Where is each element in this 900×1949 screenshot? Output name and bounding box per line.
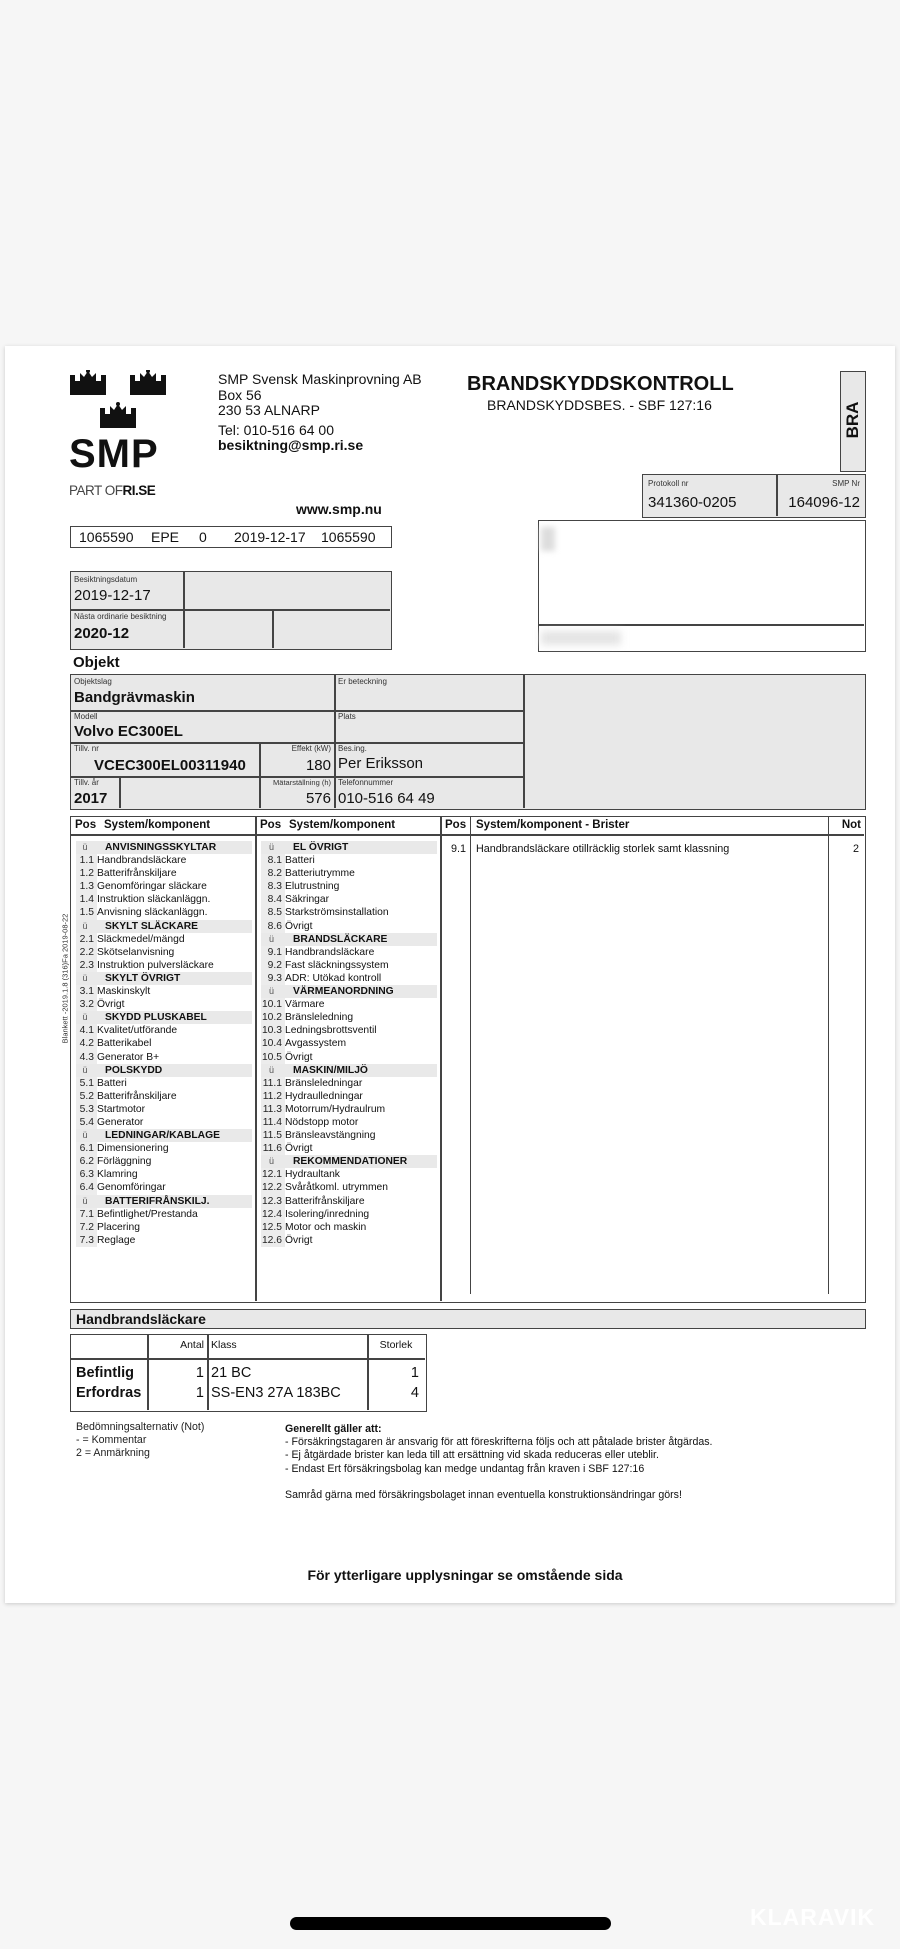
item-pos: 8.2 <box>261 867 285 880</box>
item-label: Anvisning släckanläggn. <box>97 906 252 919</box>
checklist-item <box>261 959 437 972</box>
checklist-item <box>261 1037 437 1050</box>
item-pos: 10.1 <box>261 998 285 1011</box>
checklist-item <box>76 906 252 919</box>
extinguisher-heading-bar <box>70 1309 866 1329</box>
home-indicator[interactable] <box>290 1917 611 1930</box>
item-label: Säkringar <box>285 893 437 906</box>
object-type-label: Objektslag <box>74 677 112 686</box>
checklist-item <box>261 1077 437 1090</box>
phone-label: Telefonnummer <box>338 778 394 787</box>
item-pos: 11.5 <box>261 1129 285 1142</box>
item-pos: 10.2 <box>261 1011 285 1024</box>
item-pos: 4.1 <box>76 1024 97 1037</box>
company-box: Box 56 <box>218 386 262 403</box>
check-mark-icon: ü <box>82 1064 88 1075</box>
defect-pos: 9.1 <box>450 843 466 855</box>
item-label: Värmare <box>285 998 437 1011</box>
company-email[interactable]: besiktning@smp.ri.se <box>218 437 364 453</box>
checklist-item <box>76 1234 252 1247</box>
protocol-box <box>642 474 866 518</box>
item-label: LEDNINGAR/KABLAGE <box>105 1130 220 1142</box>
item-label: Nödstopp motor <box>285 1116 437 1129</box>
item-pos: 11.2 <box>261 1090 285 1103</box>
col-system-2: System/komponent <box>289 819 396 831</box>
item-pos: 11.6 <box>261 1142 285 1155</box>
checklist-item <box>261 1168 437 1181</box>
item-label: Batterifrånskiljare <box>285 1195 437 1208</box>
item-label: Batterifrånskiljare <box>97 1090 252 1103</box>
next-inspection-label: Nästa ordinarie besiktning <box>74 612 167 621</box>
item-pos: 7.2 <box>76 1221 97 1234</box>
bra-side-tab: BRA <box>840 371 866 472</box>
checklist-item <box>76 1116 252 1129</box>
inspection-date-value: 2019-12-17 <box>74 587 151 604</box>
item-label: Dimensionering <box>97 1142 252 1155</box>
checklist-item <box>261 920 437 933</box>
item-label: MASKIN/MILJÖ <box>293 1064 368 1076</box>
hours-value: 576 <box>305 790 331 807</box>
check-mark-icon: ü <box>268 1156 274 1167</box>
item-pos: 12.5 <box>261 1221 285 1234</box>
item-label: Instruktion pulversläckare <box>97 959 252 972</box>
row-erfordras-label: Erfordras <box>76 1385 142 1401</box>
item-label: Övrigt <box>285 1234 437 1247</box>
checklist-item <box>76 1208 252 1221</box>
rise-tagline: PART OFRI.SE <box>69 483 156 498</box>
checklist-item <box>261 867 437 880</box>
checklist-item <box>261 906 437 919</box>
dates-box <box>70 571 392 650</box>
item-pos: 8.6 <box>261 920 285 933</box>
item-label: Klamring <box>97 1168 252 1181</box>
company-website[interactable]: www.smp.nu <box>296 501 382 517</box>
item-label: Svåråtkoml. utrymmen <box>285 1181 437 1194</box>
item-label: Motor och maskin <box>285 1221 437 1234</box>
item-pos: 6.2 <box>76 1155 97 1168</box>
checklist-item <box>261 1208 437 1221</box>
checklist-item <box>76 880 252 893</box>
checklist-item <box>261 1024 437 1037</box>
item-pos: 12.6 <box>261 1234 285 1247</box>
item-pos: 8.1 <box>261 854 285 867</box>
checklist-item <box>261 893 437 906</box>
checklist-item <box>76 1077 252 1090</box>
checklist-item <box>261 1103 437 1116</box>
er-beteckning-label: Er beteckning <box>338 677 387 686</box>
item-label: Placering <box>97 1221 252 1234</box>
defect-text: Handbrandsläckare otillräcklig storlek samt klassning <box>476 843 730 855</box>
item-label: BATTERIFRÅNSKILJ. <box>105 1195 210 1207</box>
smp-logo-text: SMP <box>69 432 159 476</box>
item-label: SKYDD PLUSKABEL <box>105 1012 207 1024</box>
item-label: Övrigt <box>285 920 437 933</box>
item-pos: 1.2 <box>76 867 97 880</box>
check-mark-icon: ü <box>268 1064 274 1075</box>
item-pos: 1.1 <box>76 854 97 867</box>
item-pos: 11.4 <box>261 1116 285 1129</box>
item-label: Batterifrånskiljare <box>97 867 252 880</box>
item-label: Bränsleavstängning <box>285 1129 437 1142</box>
item-pos: 2.3 <box>76 959 97 972</box>
item-pos: 11.1 <box>261 1077 285 1090</box>
checklist-item <box>261 972 437 985</box>
item-label: Batteri <box>285 854 437 867</box>
item-label: ADR: Utökad kontroll <box>285 972 437 985</box>
item-label: Handbrandsläckare <box>285 946 437 959</box>
item-label: Batterikabel <box>97 1037 252 1050</box>
item-pos: 9.1 <box>261 946 285 959</box>
extinguisher-heading: Handbrandsläckare <box>76 1311 206 1327</box>
checklist-item <box>261 946 437 959</box>
item-pos: 8.5 <box>261 906 285 919</box>
checklist-item <box>76 1103 252 1116</box>
item-pos: 12.1 <box>261 1168 285 1181</box>
year-value: 2017 <box>74 790 108 807</box>
document-title: BRANDSKYDDSKONTROLL <box>467 373 734 395</box>
col-system-brister: System/komponent - Brister <box>476 819 630 831</box>
objekt-box <box>70 674 866 810</box>
check-mark-icon: ü <box>82 1195 88 1206</box>
item-pos: 9.3 <box>261 972 285 985</box>
power-label: Effekt (kW) <box>291 744 331 753</box>
item-label: Startmotor <box>97 1103 252 1116</box>
checklist-item <box>76 1155 252 1168</box>
checklist-item <box>261 880 437 893</box>
defect-not: 2 <box>852 843 859 855</box>
col-system-1: System/komponent <box>104 819 211 831</box>
item-label: Hydraultank <box>285 1168 437 1181</box>
checklist-item <box>261 1051 437 1064</box>
protocol-value: 341360-0205 <box>648 494 737 511</box>
checklist-item <box>76 985 252 998</box>
item-pos: 6.3 <box>76 1168 97 1181</box>
checklist-section-header <box>76 920 252 933</box>
power-value: 180 <box>305 757 331 774</box>
checklist-section-header <box>76 1129 252 1142</box>
item-label: Isolering/inredning <box>285 1208 437 1221</box>
checklist-table <box>70 816 866 1303</box>
item-label: Övrigt <box>285 1051 437 1064</box>
item-label: ANVISNINGSSKYLTAR <box>105 842 217 853</box>
check-mark-icon: ü <box>268 933 274 944</box>
item-label: Kvalitet/utförande <box>97 1024 252 1037</box>
checklist-section-header <box>261 985 437 998</box>
extinguisher-table: Antal Klass Storlek Befintlig 1 21 BC 1 Erfordras 1 SS-EN3 27A 183BC 4 <box>70 1334 427 1412</box>
item-pos: 1.4 <box>76 893 97 906</box>
item-pos: 6.4 <box>76 1181 97 1194</box>
item-pos: 8.3 <box>261 880 285 893</box>
company-name: SMP Svensk Maskinprovning AB <box>218 371 422 387</box>
col-pos-1: Pos <box>75 819 97 831</box>
item-label: Släckmedel/mängd <box>97 933 252 946</box>
item-label: Motorrum/Hydraulrum <box>285 1103 437 1116</box>
item-label: Batteri <box>97 1077 252 1090</box>
reference-line: 1065590 EPE 0 2019-12-17 1065590 <box>70 526 392 548</box>
inspector-value: Per Eriksson <box>338 755 424 772</box>
check-mark-icon: ü <box>268 842 274 852</box>
checklist-item <box>76 1037 252 1050</box>
item-label: Avgassystem <box>285 1037 437 1050</box>
check-mark-icon: ü <box>82 1130 88 1141</box>
smp-nr-label: SMP Nr <box>832 479 860 488</box>
checklist-section-header <box>76 841 252 854</box>
place-label: Plats <box>338 712 356 721</box>
item-pos: 8.4 <box>261 893 285 906</box>
year-label: Tillv. år <box>74 778 99 787</box>
item-label: Elutrustning <box>285 880 437 893</box>
item-label: Generator <box>97 1116 252 1129</box>
checklist-section-header <box>76 1195 252 1208</box>
model-label: Modell <box>74 712 98 721</box>
checklist-item <box>261 1011 437 1024</box>
checklist-item <box>261 854 437 867</box>
item-label: Bränsleledningar <box>285 1077 437 1090</box>
company-tel: Tel: 010-516 64 00 <box>218 421 334 438</box>
check-mark-icon: ü <box>82 920 88 931</box>
item-pos: 3.2 <box>76 998 97 1011</box>
document-subtitle: BRANDSKYDDSBES. - SBF 127:16 <box>487 397 712 413</box>
item-pos: 9.2 <box>261 959 285 972</box>
item-pos: 5.2 <box>76 1090 97 1103</box>
checklist-section-header <box>261 933 437 946</box>
checklist-section-header <box>261 1064 437 1077</box>
objekt-heading: Objekt <box>73 654 120 671</box>
item-label: Ledningsbrottsventil <box>285 1024 437 1037</box>
checklist-item <box>76 867 252 880</box>
item-label: Skötselanvisning <box>97 946 252 959</box>
item-label: REKOMMENDATIONER <box>293 1156 408 1168</box>
checklist-item <box>76 1024 252 1037</box>
general-terms: Generellt gäller att: - Försäkringstagaren är ansvarig för att föreskrifterna följs och att påtalade brister åtgärdas. - Ej åtgärdade brister kan leda till att ersättning vid skada reduceras eller uteblir. - Endast Ert försäkringsbolag kan medge undantag från kraven i SBF 127:16 Samråd gärna med försäkringsbolaget innan eventuella konstruktionsändringar görs! <box>285 1423 713 1501</box>
checklist-item <box>76 959 252 972</box>
check-mark-icon: ü <box>82 842 88 852</box>
col-pos-2: Pos <box>260 819 282 831</box>
item-pos: 12.4 <box>261 1208 285 1221</box>
checklist-section-header <box>261 1155 437 1168</box>
checklist-item <box>261 1221 437 1234</box>
item-label: Fast släckningssystem <box>285 959 437 972</box>
checklist-section-header <box>76 1064 252 1077</box>
checklist-item <box>76 1051 252 1064</box>
item-pos: 1.5 <box>76 906 97 919</box>
item-pos: 4.3 <box>76 1051 97 1064</box>
item-label: Förläggning <box>97 1155 252 1168</box>
checklist-left-column <box>76 841 252 1247</box>
address-box-redacted <box>538 520 866 652</box>
item-label: Maskinskylt <box>97 985 252 998</box>
checklist-item <box>76 854 252 867</box>
item-pos: 5.3 <box>76 1103 97 1116</box>
serial-label: Tillv. nr <box>74 744 99 753</box>
row-befintlig-label: Befintlig <box>76 1365 134 1381</box>
checklist-section-header <box>261 841 437 854</box>
footer-note: För ytterligare upplysningar se omstående sida <box>307 1567 623 1583</box>
item-pos: 5.4 <box>76 1116 97 1129</box>
item-label: Genomföringar <box>97 1181 252 1194</box>
checklist-middle-column <box>261 841 437 1247</box>
item-label: Befintlighet/Prestanda <box>97 1208 252 1221</box>
company-info <box>218 372 422 454</box>
checklist-item <box>261 1142 437 1155</box>
checklist-item <box>261 1090 437 1103</box>
checklist-item <box>76 1090 252 1103</box>
item-pos: 2.2 <box>76 946 97 959</box>
item-label: Generator B+ <box>97 1051 252 1064</box>
checklist-item <box>76 1221 252 1234</box>
form-code: Blankett -2019.1.8 (316)Fa 2019-08-22 <box>60 913 70 1044</box>
object-type-value: Bandgrävmaskin <box>74 689 195 706</box>
item-label: POLSKYDD <box>105 1064 163 1076</box>
item-label: BRANDSLÄCKARE <box>293 933 388 945</box>
smp-nr-value: 164096-12 <box>788 494 860 511</box>
item-pos: 10.4 <box>261 1037 285 1050</box>
checklist-item <box>261 1195 437 1208</box>
item-pos: 11.3 <box>261 1103 285 1116</box>
item-label: SKYLT SLÄCKARE <box>105 920 199 932</box>
item-pos: 1.3 <box>76 880 97 893</box>
item-label: Övrigt <box>97 998 252 1011</box>
item-pos: 12.3 <box>261 1195 285 1208</box>
item-label: Handbrandsläckare <box>97 854 252 867</box>
item-label: Övrigt <box>285 1142 437 1155</box>
item-label: Bränsleledning <box>285 1011 437 1024</box>
col-not: Not <box>841 819 861 831</box>
check-mark-icon: ü <box>268 986 274 997</box>
item-pos: 10.5 <box>261 1051 285 1064</box>
checklist-item <box>76 933 252 946</box>
item-label: Reglage <box>97 1234 252 1247</box>
checklist-item <box>261 1116 437 1129</box>
checklist-item <box>261 1181 437 1194</box>
item-pos: 3.1 <box>76 985 97 998</box>
inspection-date-label: Besiktningsdatum <box>74 575 138 584</box>
item-label: Hydraulledningar <box>285 1090 437 1103</box>
klaravik-watermark: KLARAVIK <box>750 1904 876 1930</box>
item-label: Batteriutrymme <box>285 867 437 880</box>
smp-logo <box>68 370 178 500</box>
model-value: Volvo EC300EL <box>74 723 183 740</box>
check-mark-icon: ü <box>82 972 88 983</box>
item-label: SKYLT ÖVRIGT <box>105 972 181 984</box>
item-pos: 12.2 <box>261 1181 285 1194</box>
checklist-item <box>261 1234 437 1247</box>
checklist-item <box>261 1129 437 1142</box>
item-pos: 2.1 <box>76 933 97 946</box>
item-pos: 6.1 <box>76 1142 97 1155</box>
checklist-section-header <box>76 1011 252 1024</box>
checklist-item <box>76 1168 252 1181</box>
item-label: VÄRMEANORDNING <box>293 986 394 998</box>
checklist-item <box>76 1142 252 1155</box>
item-label: Instruktion släckanläggn. <box>97 893 252 906</box>
checklist-item <box>76 946 252 959</box>
item-pos: 7.1 <box>76 1208 97 1221</box>
protocol-label: Protokoll nr <box>648 479 689 488</box>
serial-value: VCEC300EL00311940 <box>94 757 246 774</box>
checklist-item <box>76 998 252 1011</box>
item-pos: 7.3 <box>76 1234 97 1247</box>
assessment-legend: Bedömningsalternativ (Not) - = Kommentar 2 = Anmärkning <box>76 1421 205 1460</box>
checklist-item <box>76 893 252 906</box>
next-inspection-value: 2020-12 <box>74 625 130 642</box>
item-pos: 5.1 <box>76 1077 97 1090</box>
item-label: EL ÖVRIGT <box>293 842 349 853</box>
inspector-label: Bes.ing. <box>338 744 367 753</box>
hours-label: Mätarställning (h) <box>273 778 331 787</box>
phone-value: 010-516 64 49 <box>338 790 435 807</box>
checklist-section-header <box>76 972 252 985</box>
item-label: Genomföringar släckare <box>97 880 252 893</box>
checklist-item <box>261 998 437 1011</box>
three-crowns-icon <box>68 370 172 436</box>
item-pos: 10.3 <box>261 1024 285 1037</box>
check-mark-icon: ü <box>82 1012 88 1023</box>
col-pos-3: Pos <box>445 819 467 831</box>
checklist-item <box>76 1181 252 1194</box>
company-city: 230 53 ALNARP <box>218 402 320 418</box>
item-label: Starkströmsinstallation <box>285 906 437 919</box>
item-pos: 4.2 <box>76 1037 97 1050</box>
